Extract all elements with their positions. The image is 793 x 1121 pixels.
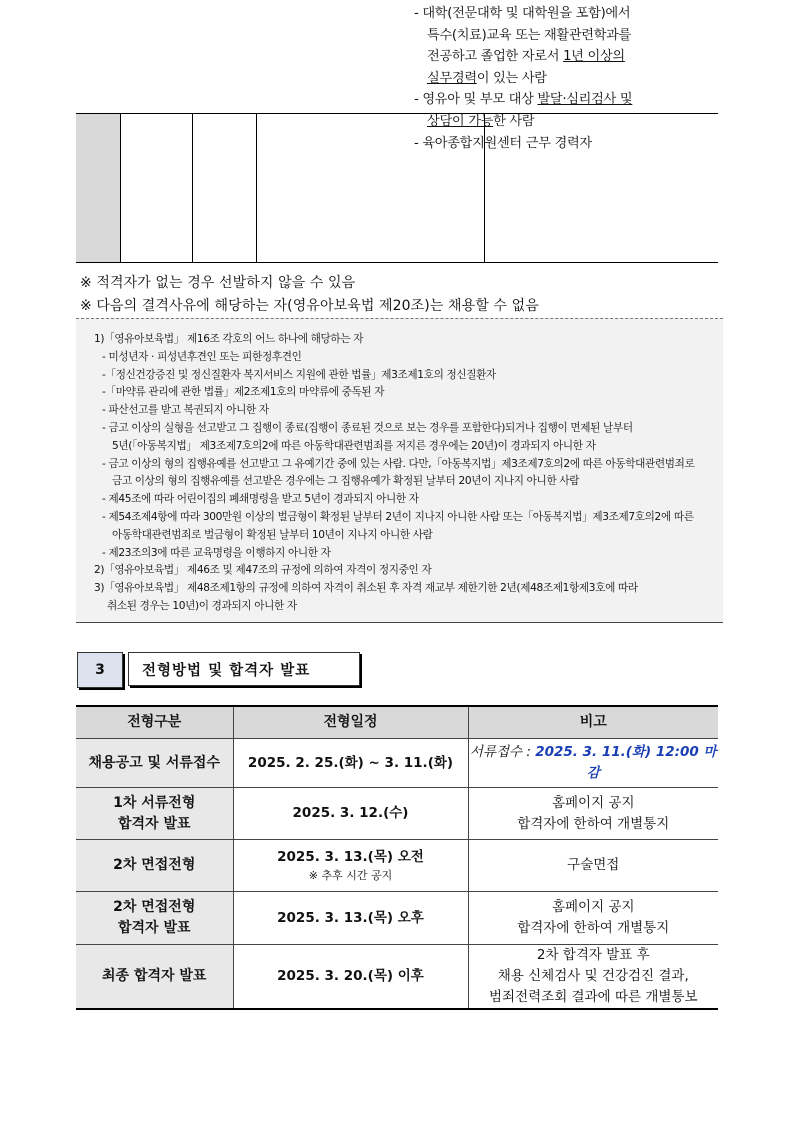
disq-item: 2)「영유아보육법」 제46조 및 제47조의 규정에 의하여 자격이 정지중인 자 (94, 564, 432, 577)
requirement-1-line-2: 특수(치료)교육 또는 재활관련학과를 (427, 27, 632, 43)
disq-item: - 미성년자 · 피성년후견인 또는 피한정후견인 (102, 350, 302, 363)
table-col-3 (192, 114, 257, 262)
row-date: 2025. 3. 12.(수) (233, 788, 468, 840)
row-category (76, 788, 233, 840)
row-category: 최종 합격자 발표 (76, 945, 233, 1010)
requirement-underlined: 발달·심리검사 및 (537, 92, 633, 108)
row-category (76, 892, 233, 945)
disq-item-cont: 아동학대관련범죄로 벌금형이 확정된 날부터 10년이 지나지 아니한 사람 (112, 528, 433, 541)
row-note (468, 945, 718, 1010)
date-subnote: ※ 추후 시간 공지 (308, 869, 393, 882)
disq-item: 3)「영유아보육법」 제48조제1항의 규정에 의하여 자격이 취소된 후 자격 재교부 제한기한 2년(제48조제1항제3호에 따라 (94, 582, 638, 595)
row-note (468, 788, 718, 840)
note-no-candidate: ※ 적격자가 없는 경우 선발하지 않을 수 있음 (80, 275, 356, 291)
header-category: 전형구분 (76, 706, 233, 739)
table-row (76, 840, 718, 892)
table-row (76, 945, 718, 1010)
disq-item: - 제45조에 따라 어린이집의 폐쇄명령을 받고 5년이 경과되지 아니한 자 (102, 493, 419, 506)
note-line: 채용 신체검사 및 건강검진 결과, (497, 968, 689, 984)
row-date: 2025. 3. 20.(목) 이후 (233, 945, 468, 1010)
disq-item: -「정신건강증진 및 정신질환자 복지서비스 지원에 관한 법률」제3조제1호의 정신질환자 (102, 368, 496, 381)
disq-item: -「마약류 관리에 관한 법률」제2조제1호의 마약류에 중독된 자 (102, 386, 385, 399)
requirement-text: - 영유아 및 부모 대상 (414, 92, 538, 108)
row-date: 2025. 3. 13.(목) 오후 (233, 892, 468, 945)
disq-item: - 금고 이상의 형의 집행유예를 선고받고 그 유예기간 중에 있는 사람. 다만,「아동복지법」제3조제7호의2에 따른 아동학대관련범죄로 (102, 457, 695, 470)
note-label: 서류접수 : (469, 744, 536, 760)
note-line: 홈페이지 공지 (551, 899, 635, 915)
requirement-text: 한 사람 (493, 113, 535, 129)
disq-item-cont: 5년(「아동복지법」 제3조제7호의2에 따른 아동학대관련범죄를 저지른 경우에는 20년)이 경과되지 아니한 자 (112, 439, 596, 452)
table-header-row (76, 706, 718, 739)
category-line: 합격자 발표 (118, 815, 191, 832)
requirement-underlined: 실무경력 (427, 70, 477, 86)
requirement-text: 이 있는 사람 (476, 70, 547, 86)
requirement-underlined: 상담이 가능 (427, 113, 494, 129)
note-line: 2차 합격자 발표 후 (536, 947, 650, 963)
row-date: 2025. 2. 25.(화) ~ 3. 11.(화) (233, 739, 468, 788)
requirements-cell (414, 3, 640, 154)
disqualification-list (94, 331, 718, 616)
requirement-text: 전공하고 졸업한 자로서 (427, 49, 564, 65)
note-line: 합격자에 한하여 개별통지 (517, 815, 670, 832)
disqualification-box (76, 318, 723, 623)
category-line: 1차 서류전형 (113, 794, 196, 811)
disq-item: - 금고 이상의 실형을 선고받고 그 집행이 종료(집행이 종료된 것으로 보는 경우를 포함한다)되거나 집행이 면제된 날부터 (102, 421, 633, 434)
note-line: 범죄전력조회 결과에 따른 개별통보 (489, 989, 698, 1005)
row-note (468, 739, 718, 788)
row-note: 구술면접 (468, 840, 718, 892)
requirement-2-line-1 (414, 89, 640, 111)
requirement-3: - 육아종합지원센터 근무 경력자 (414, 135, 592, 151)
section-number: 3 (77, 652, 123, 688)
deadline-text: 2025. 3. 11.(화) 12:00 마감 (535, 744, 717, 781)
disq-item-cont: 취소된 경우는 10년)이 경과되지 아니한 자 (107, 599, 297, 612)
disq-item: - 파산선고를 받고 복권되지 아니한 자 (102, 404, 269, 417)
requirement-1-line-3 (414, 46, 640, 68)
row-note (468, 892, 718, 945)
table-col-2 (120, 114, 193, 262)
table-row (76, 739, 718, 788)
date-line: 2025. 3. 13.(목) 오전 (277, 849, 424, 865)
requirement-2-line-2 (414, 111, 640, 133)
row-date (233, 840, 468, 892)
table-col-label (76, 114, 121, 262)
disq-item-cont: 금고 이상의 형의 집행유예를 선고받은 경우에는 그 집행유예가 확정된 날부터 20년이 지나지 아니한 사람 (112, 475, 580, 488)
row-category: 2차 면접전형 (76, 840, 233, 892)
table-row (76, 892, 718, 945)
note-disqualification: ※ 다음의 결격사유에 해당하는 자(영유아보육법 제20조)는 채용할 수 없음 (80, 298, 539, 314)
schedule-table (76, 705, 718, 1010)
table-row (76, 788, 718, 840)
header-note: 비고 (468, 706, 718, 739)
requirement-1-line-4 (414, 68, 640, 90)
category-line: 2차 면접전형 (113, 899, 196, 915)
note-line: 합격자에 한하여 개별통지 (517, 920, 670, 936)
category-line: 합격자 발표 (118, 920, 191, 936)
header-date: 전형일정 (233, 706, 468, 739)
requirement-underlined: 1년 이상의 (563, 49, 625, 65)
disq-item: - 제23조의3에 따른 교육명령을 이행하지 아니한 자 (102, 546, 331, 559)
section-title: 전형방법 및 합격자 발표 (128, 652, 360, 686)
disq-item: 1)「영유아보육법」 제16조 각호의 어느 하나에 해당하는 자 (94, 333, 364, 345)
disq-item: - 제54조제4항에 따라 300만원 이상의 벌금형이 확정된 날부터 2년이 지나지 아니한 사람 또는「아동복지법」제3조제7호의2에 따른 (102, 510, 694, 523)
requirement-1-line-1: - 대학(전문대학 및 대학원을 포함)에서 (414, 6, 631, 21)
row-category: 채용공고 및 서류접수 (76, 739, 233, 788)
note-line: 홈페이지 공지 (551, 794, 635, 811)
